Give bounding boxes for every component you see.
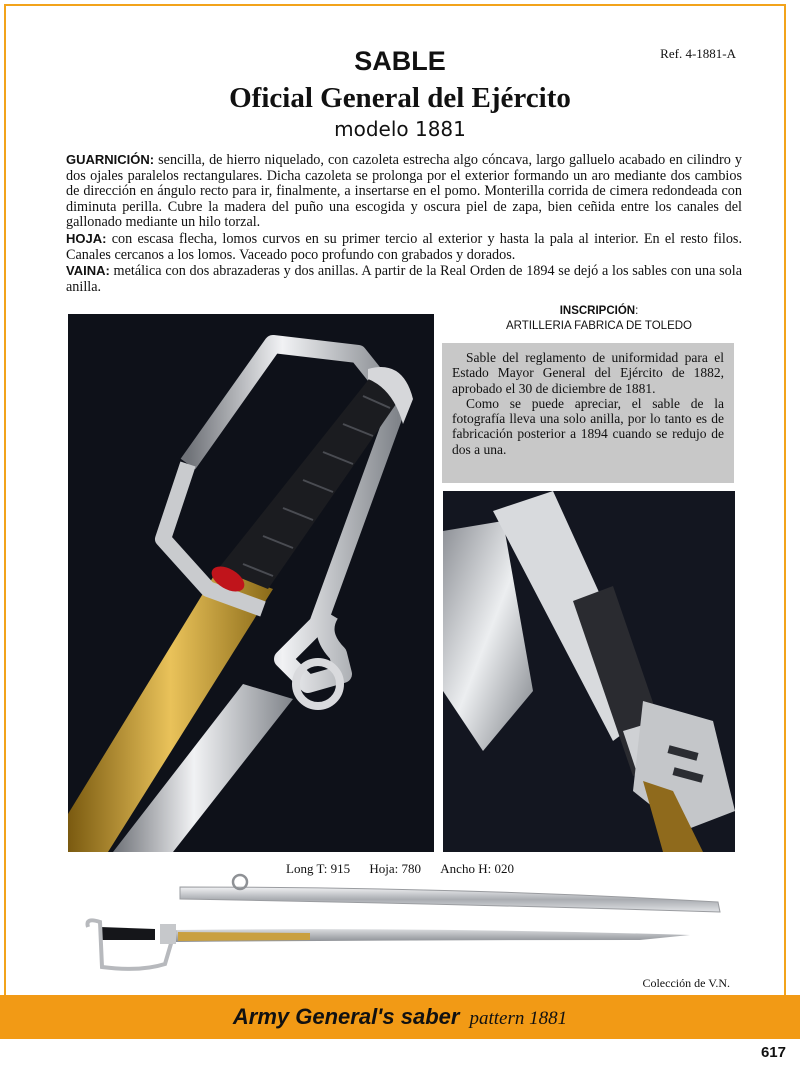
reference-code: Ref. 4-1881-A <box>660 46 736 61</box>
note-paragraph-2: Como se puede apreciar, el sable de la fotografía lleva una solo anilla, por lo tanto es de fabricación posterior a 1894 cuando se redujo de dos a una. <box>452 395 724 457</box>
full-saber-photo <box>80 872 730 982</box>
guarnicion-label: GUARNICIÓN: <box>66 152 155 167</box>
model-year: modelo 1881 <box>334 117 466 141</box>
footer-bar <box>0 995 800 1039</box>
page-title: SABLE <box>354 46 446 76</box>
note-paragraph-1: Sable del reglamento de uniformidad para el Estado Mayor General del Ejército de 1882, aprobado el 30 de diciembre de 1881. <box>452 350 724 396</box>
hilt-photo <box>68 314 434 852</box>
page-number: 617 <box>760 1044 786 1061</box>
blade-width: Ancho H: 020 <box>440 861 514 876</box>
guard-photo <box>443 491 735 852</box>
total-length: Long T: 915 <box>286 861 351 876</box>
page-subtitle: Oficial General del Ejército <box>229 82 571 114</box>
footer-title: Army General's saber <box>232 1004 460 1029</box>
hoja-text: con escasa flecha, lomos curvos en su primer tercio al exterior y hasta la pala al interior. En el resto filos. Canales cercanos a los lomos. Vaceado poco profundo con grabados y dorados. <box>66 230 742 263</box>
description <box>66 152 742 295</box>
vaina-label: VAINA: <box>66 263 110 279</box>
vaina-text: metálica con dos abrazaderas y dos anillas. A partir de la Real Orden de 1894 se dejó a los sables con una sola anilla. <box>66 263 742 295</box>
guarnicion-paragraph <box>66 152 742 231</box>
guarnicion-text: sencilla, de hierro niquelado, con cazoleta estrecha algo cóncava, largo galluelo acabado en cilindro y dos ojales paralelos rectangulares. Dicha cazoleta se prolonga por el exterior formando un aro mediante dos cambios de dirección en ángulo recto para ir, finalmente, a insertarse en el pomo. Monterilla corrida de cimera redondeada con diminuta perilla. Cubre la madera del puño una escogida y oscura piel de zapa, bien ceñida entre los canales del gallonado mediante un hilo torzal. <box>66 152 742 231</box>
collection-credit: Colección de V.N. <box>642 976 730 990</box>
inscription-label: INSCRIPCIÓN <box>559 305 636 317</box>
hoja-paragraph <box>66 231 742 263</box>
inscription-text: ARTILLERIA FABRICA DE TOLEDO <box>506 320 692 332</box>
inscription: INSCRIPCIÓN: ARTILLERIA FABRICA DE TOLEDO <box>444 304 754 334</box>
vaina-paragraph <box>66 263 742 295</box>
note-box <box>442 343 734 483</box>
footer-subtitle: pattern 1881 <box>469 1008 568 1029</box>
hoja-label: HOJA: <box>66 230 107 246</box>
blade-length: Hoja: 780 <box>369 861 422 876</box>
